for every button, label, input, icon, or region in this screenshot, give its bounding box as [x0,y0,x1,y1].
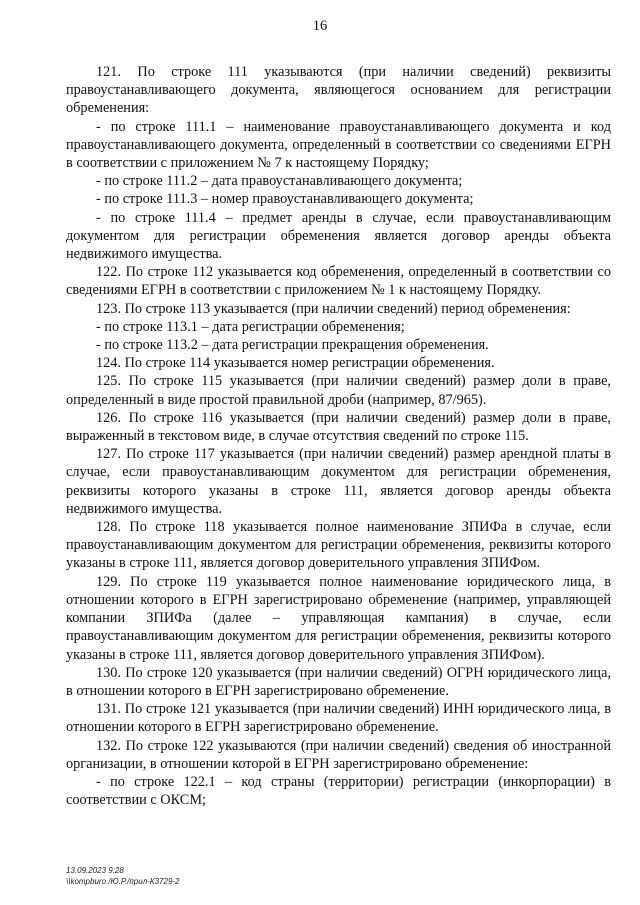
paragraph: - по строке 111.2 – дата правоустанавливающего документа; [96,173,463,190]
paragraph: - по строке 111.4 – предмет аренды в случае, если правоустанавливающим документом для регистрации обременения является договор аренды объекта недвижимого имущества. [66,209,611,263]
paragraph: 132. По строке 122 указываются (при наличии сведений) сведения об иностранной организации, в отношении которой в ЕГРН зарегистрировано обременение: [66,737,611,772]
paragraph: 126. По строке 116 указывается (при наличии сведений) размер доли в праве, выраженный в текстовом виде, в случае отсутствия сведений по строке 115. [66,409,611,445]
paragraph: 121. По строке 111 указываются (при наличии сведений) реквизиты правоустанавливающего документа, являющегося основанием для регистрации обременения: [66,64,611,117]
footer-timestamp: 13.09.2023 9:28 [66,866,124,875]
paragraph: - по строке 113.2 – дата регистрации прекращения обременения. [96,337,489,354]
paragraph: 122. По строке 112 указывается код обременения, определенный в соответствии со сведениями ЕГРН в соответствии с приложением № 1 к настоящему Порядку. [66,264,611,299]
document-body [66,63,611,809]
paragraph: 127. По строке 117 указывается (при наличии сведений) размер арендной платы в случае, если правоустанавливающим документом для регистрации обременения, реквизиты которого указаны в строке 111, является договор аренды объекта недвижимого имущества. [66,446,611,517]
document-footer [66,865,180,887]
footer-file-path: \\kompburo /Ю.Р./прил-К3729-2 [66,877,180,886]
page-number: 16 [312,18,328,34]
paragraph: 130. По строке 120 указывается (при наличии сведений) ОГРН юридического лица, в отношении которого в ЕГРН зарегистрировано обременение. [66,664,611,699]
paragraph: - по строке 111.3 – номер правоустанавливающего документа; [96,191,474,208]
paragraph: - по строке 111.1 – наименование правоустанавливающего документа и код правоустанавливающего документа, определенный в соответствии со сведениями ЕГРН в соответствии с приложением № 7 к настоящему Порядку; [66,118,611,172]
paragraph: 128. По строке 118 указывается полное наименование ЗПИФа в случае, если правоустанавливающим документом для регистрации обременения, реквизиты которого указаны в строке 111, является договор доверительного управления ЗПИФом. [66,519,611,572]
paragraph: - по строке 122.1 – код страны (территории) регистрации (инкорпорации) в соответствии с ОКСМ; [66,773,611,809]
paragraph: 131. По строке 121 указывается (при наличии сведений) ИНН юридического лица, в отношении которого в ЕГРН зарегистрировано обременение. [66,701,611,736]
paragraph: 124. По строке 114 указывается номер регистрации обременения. [96,355,495,372]
paragraph: - по строке 113.1 – дата регистрации обременения; [96,318,405,335]
paragraph: 125. По строке 115 указывается (при наличии сведений) размер доли в праве, определенный в виде простой правильной дроби (например, 87/965). [66,373,611,408]
paragraph: 123. По строке 113 указывается (при наличии сведений) период обременения: [96,300,571,317]
paragraph: 129. По строке 119 указывается полное наименование юридического лица, в отношении которого в ЕГРН зарегистрировано обременение (например, управляющей компании ЗПИФа (далее – управляющая кампания) в случае, если правоустанавливающим документом для регистрации обременения, реквизиты которого указаны в строке 111, является договор доверительного управления ЗПИФом). [66,573,611,663]
